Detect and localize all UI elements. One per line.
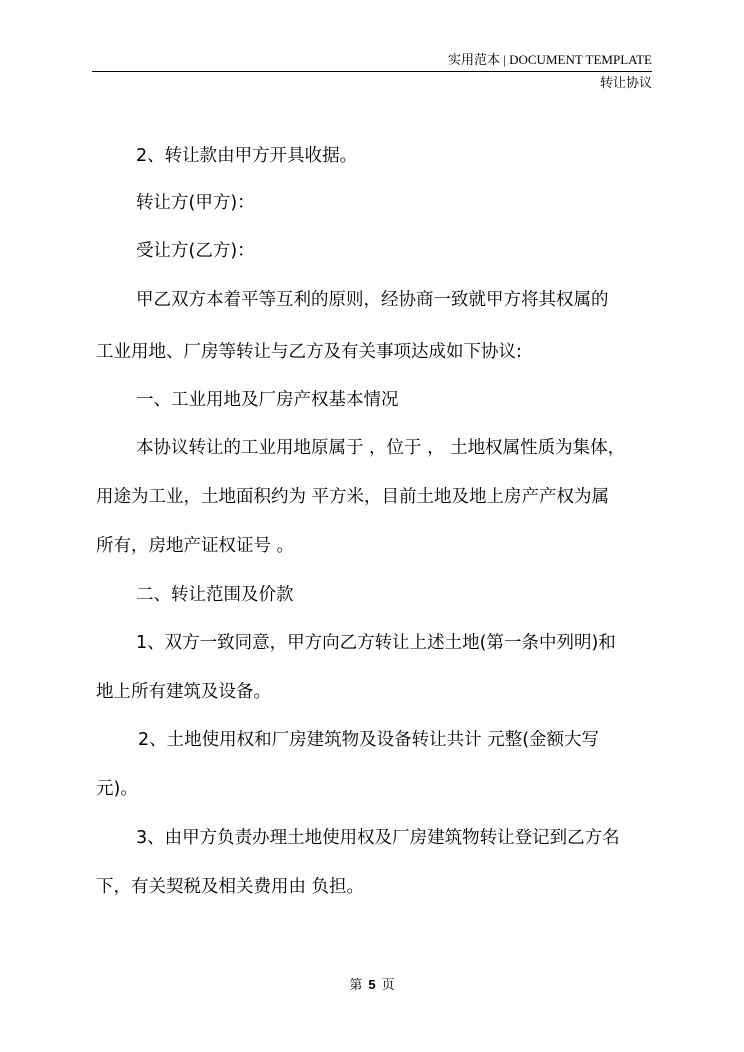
header-divider	[92, 71, 652, 72]
header-title: 实用范本 | DOCUMENT TEMPLATE	[448, 52, 652, 67]
body-line: 元)。	[96, 779, 138, 799]
body-line: 工业用地、厂房等转让与乙方及有关事项达成如下协议:	[96, 342, 522, 362]
body-line: 受让方(乙方)：	[136, 241, 255, 261]
body-line: 地上所有建筑及设备。	[96, 682, 271, 702]
body-line: 2、土地使用权和厂房建筑物及设备转让共计 元整(金额大写	[138, 730, 600, 750]
footer-suffix: 页	[381, 978, 395, 993]
body-line: 1、双方一致同意，甲方向乙方转让上述土地(第一条中列明)和	[136, 633, 616, 653]
body-line: 本协议转让的工业用地原属于 ，位于 ， 土地权属性质为集体，	[136, 438, 626, 458]
footer-prefix: 第	[349, 978, 363, 993]
body-line: 转让方(甲方)：	[136, 193, 255, 213]
body-line: 3、由甲方负责办理土地使用权及厂房建筑物转让登记到乙方名	[136, 828, 620, 848]
body-line: 所有，房地产证权证号 。	[96, 536, 295, 556]
page-footer	[0, 977, 744, 994]
body-line: 2、转让款由甲方开具收据。	[136, 146, 358, 166]
section-heading: 二、转让范围及价款	[136, 585, 294, 605]
header-subtitle: 转让协议	[599, 76, 652, 91]
page-number: 5	[368, 977, 376, 992]
section-heading: 一、工业用地及厂房产权基本情况	[136, 390, 399, 410]
body-line: 用途为工业，土地面积约为 平方米，目前土地及地上房产产权为属	[96, 487, 610, 507]
body-line: 甲乙双方本着平等互利的原则，经协商一致就甲方将其权属的	[136, 290, 609, 310]
body-line: 下，有关契税及相关费用由 负担。	[96, 877, 365, 897]
